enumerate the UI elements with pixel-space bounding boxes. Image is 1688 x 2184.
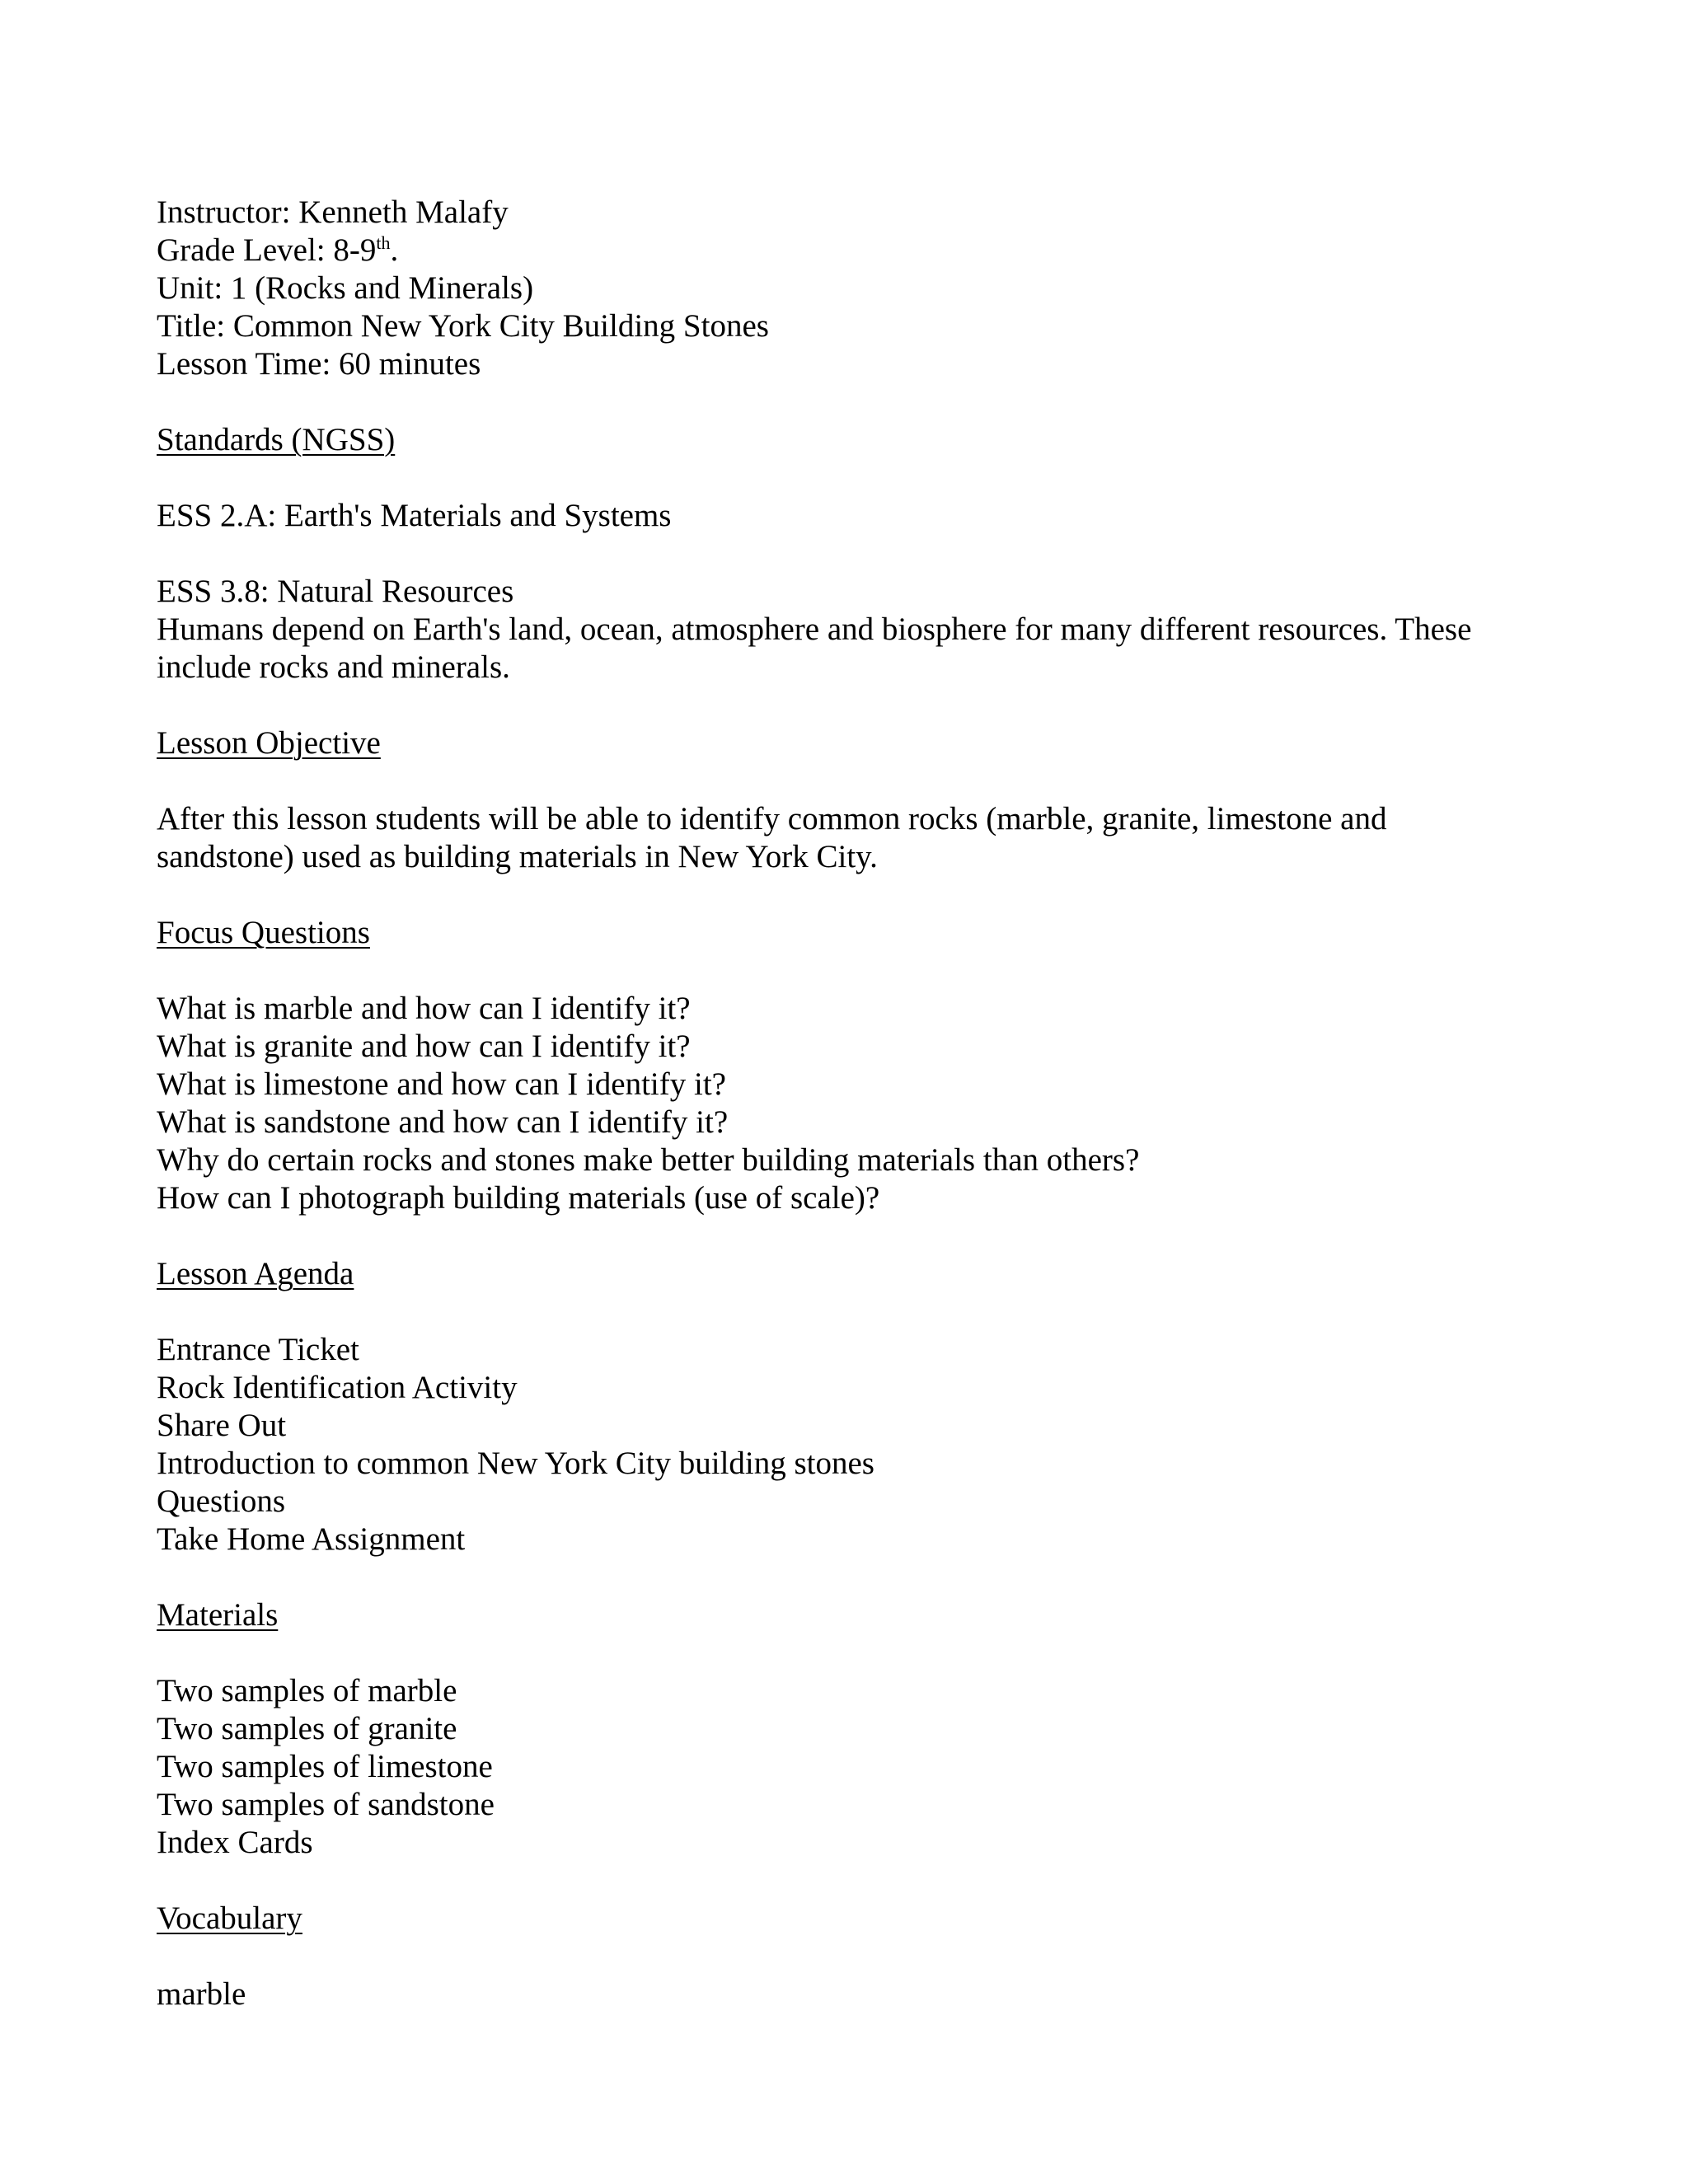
grade-level-text: Grade Level: 8-9 bbox=[157, 232, 377, 268]
vocabulary-list bbox=[157, 1975, 1525, 2013]
lesson-objective-text: After this lesson students will be able to identify common rocks (marble, granite, limestone and sandstone) used as building materials in New York City. bbox=[157, 801, 1387, 874]
list-item: Introduction to common New York City building stones bbox=[157, 1446, 874, 1481]
list-item: marble bbox=[157, 1976, 246, 2012]
lesson-plan-document bbox=[157, 194, 1525, 2013]
list-item: Questions bbox=[157, 1483, 285, 1519]
list-item: How can I photograph building materials (use of scale)? bbox=[157, 1180, 880, 1216]
list-item: Two samples of sandstone bbox=[157, 1787, 495, 1822]
list-item: Why do certain rocks and stones make better building materials than others? bbox=[157, 1142, 1140, 1178]
spacer bbox=[157, 1634, 1525, 1672]
list-item: Rock Identification Activity bbox=[157, 1370, 518, 1405]
title-line: Title: Common New York City Building Stones bbox=[157, 308, 769, 344]
lesson-agenda-heading: Lesson Agenda bbox=[157, 1256, 354, 1291]
list-item: What is sandstone and how can I identify it? bbox=[157, 1104, 729, 1140]
materials-heading: Materials bbox=[157, 1597, 279, 1633]
spacer bbox=[157, 876, 1525, 914]
standards-heading: Standards (NGSS) bbox=[157, 422, 396, 457]
spacer bbox=[157, 1938, 1525, 1975]
standard-ess2a: ESS 2.A: Earth's Materials and Systems bbox=[157, 498, 672, 533]
list-item: Take Home Assignment bbox=[157, 1521, 466, 1557]
materials-list bbox=[157, 1672, 1525, 1862]
standard-ess38-title: ESS 3.8: Natural Resources bbox=[157, 574, 514, 609]
list-item: What is granite and how can I identify it? bbox=[157, 1029, 691, 1064]
list-item: Two samples of granite bbox=[157, 1711, 457, 1746]
grade-level-suffix: . bbox=[390, 232, 399, 268]
grade-level-line bbox=[157, 232, 1525, 269]
grade-level-superscript: th bbox=[376, 232, 391, 253]
list-item: Two samples of marble bbox=[157, 1673, 457, 1708]
standard-ess38-text: Humans depend on Earth's land, ocean, atmosphere and biosphere for many different resources. These include rocks and minerals. bbox=[157, 612, 1472, 685]
list-item: Index Cards bbox=[157, 1825, 313, 1860]
spacer bbox=[157, 535, 1525, 573]
unit-line: Unit: 1 (Rocks and Minerals) bbox=[157, 270, 534, 306]
focus-questions-list bbox=[157, 990, 1525, 1217]
spacer bbox=[157, 762, 1525, 800]
list-item: Share Out bbox=[157, 1408, 287, 1443]
lesson-agenda-list bbox=[157, 1331, 1525, 1558]
focus-questions-heading: Focus Questions bbox=[157, 915, 370, 950]
instructor-line: Instructor: Kenneth Malafy bbox=[157, 194, 509, 230]
list-item: What is marble and how can I identify it? bbox=[157, 991, 691, 1026]
spacer bbox=[157, 1558, 1525, 1596]
spacer bbox=[157, 1217, 1525, 1255]
spacer bbox=[157, 459, 1525, 497]
list-item: Two samples of limestone bbox=[157, 1749, 493, 1784]
vocabulary-heading: Vocabulary bbox=[157, 1900, 302, 1936]
spacer bbox=[157, 383, 1525, 421]
spacer bbox=[157, 1293, 1525, 1331]
spacer bbox=[157, 687, 1525, 724]
lesson-objective-heading: Lesson Objective bbox=[157, 725, 381, 761]
list-item: Entrance Ticket bbox=[157, 1332, 359, 1367]
spacer bbox=[157, 1862, 1525, 1900]
lesson-time-line: Lesson Time: 60 minutes bbox=[157, 346, 481, 382]
spacer bbox=[157, 952, 1525, 990]
list-item: What is limestone and how can I identify it? bbox=[157, 1066, 726, 1102]
